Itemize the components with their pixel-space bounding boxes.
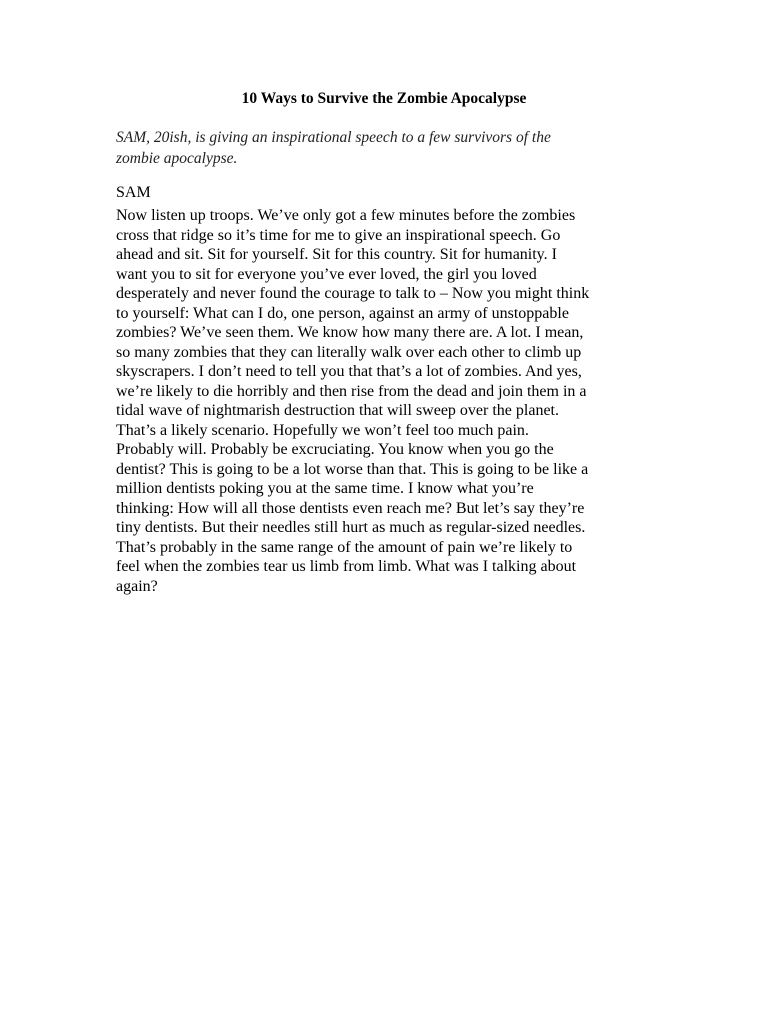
dialogue-line: cross that ridge so it’s time for me to give an inspirational speech. Go: [116, 226, 561, 244]
dialogue-line: dentist? This is going to be a lot worse than that. This is going to be like a: [116, 460, 589, 478]
stage-direction: [116, 127, 656, 169]
dialogue-line: again?: [116, 577, 158, 595]
dialogue-line: ahead and sit. Sit for yourself. Sit for this country. Sit for humanity. I: [116, 246, 557, 263]
dialogue-line: thinking: How will all those dentists even reach me? But let’s say they’re: [116, 499, 585, 517]
dialogue-line: want you to sit for everyone you’ve ever loved, the girl you loved: [116, 265, 537, 283]
dialogue-line: million dentists poking you at the same time. I know what you’re: [116, 480, 534, 497]
document-title: 10 Ways to Survive the Zombie Apocalypse: [241, 90, 527, 107]
stage-direction-line: SAM, 20ish, is giving an inspirational speech to a few survivors of the: [116, 129, 551, 146]
dialogue-line: tiny dentists. But their needles still hurt as much as regular-sized needles.: [116, 519, 586, 536]
dialogue-line: Now listen up troops. We’ve only got a few minutes before the zombies: [116, 207, 576, 224]
dialogue-line: to yourself: What can I do, one person, against an army of unstoppable: [116, 304, 569, 322]
character-name: SAM: [116, 184, 151, 201]
dialogue-line: skyscrapers. I don’t need to tell you that that’s a lot of zombies. And yes,: [116, 363, 582, 380]
stage-direction-line: zombie apocalypse.: [116, 150, 238, 167]
dialogue-line: we’re likely to die horribly and then rise from the dead and join them in a: [116, 382, 587, 400]
dialogue-line: zombies? We’ve seen them. We know how many there are. A lot. I mean,: [116, 324, 584, 341]
dialogue-line: desperately and never found the courage to talk to – Now you might think: [116, 285, 590, 302]
dialogue-line: That’s probably in the same range of the amount of pain we’re likely to: [116, 538, 573, 556]
dialogue-line: Probably will. Probably be excruciating. You know when you go the: [116, 441, 554, 458]
dialogue-line: tidal wave of nightmarish destruction that will sweep over the planet.: [116, 402, 559, 419]
dialogue-line: so many zombies that they can literally walk over each other to climb up: [116, 343, 582, 361]
dialogue-line: That’s a likely scenario. Hopefully we won’t feel too much pain.: [116, 421, 529, 439]
dialogue-block: [116, 206, 676, 596]
dialogue-line: feel when the zombies tear us limb from limb. What was I talking about: [116, 558, 577, 575]
